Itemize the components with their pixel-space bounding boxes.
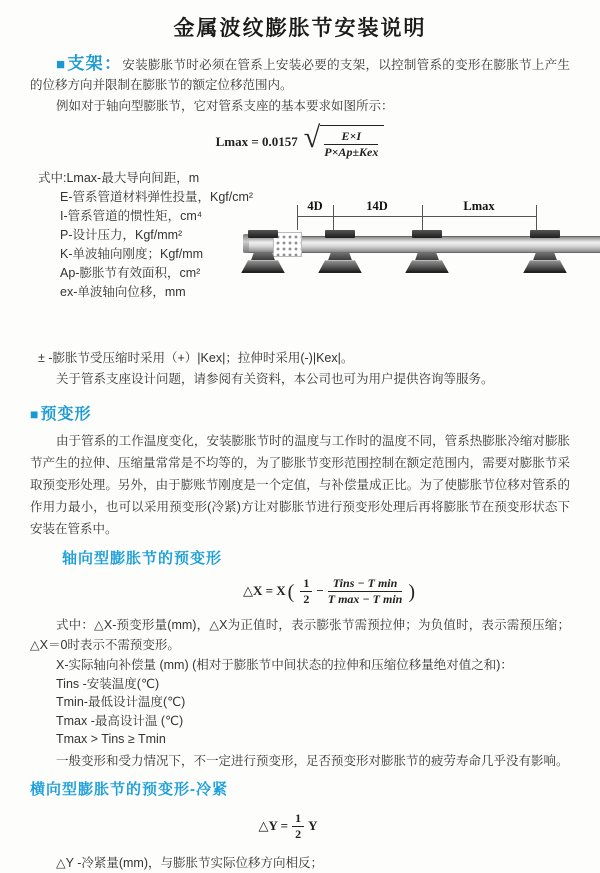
formula-lateral-numerator: 1 bbox=[292, 812, 304, 827]
support-clamp bbox=[412, 230, 442, 238]
support-section-intro bbox=[30, 54, 570, 95]
minus-sign: − bbox=[316, 583, 324, 599]
definition-line: 式中:Lmax-最大导向间距，m bbox=[38, 171, 200, 186]
half-numerator: 1 bbox=[300, 577, 312, 592]
axial-explanation-2: X-实际轴向补偿量 (mm) (相对于膨胀节中间状态的拉伸和压缩位移量绝对值之和)： bbox=[56, 658, 513, 673]
formula-axial-numerator: Tins − T min bbox=[328, 577, 403, 592]
definition-line: I-管系管道的惯性矩，cm⁴ bbox=[60, 209, 203, 224]
support-foot bbox=[405, 260, 449, 273]
support-neck bbox=[415, 252, 439, 260]
definition-line: Ap-膨胀节有效面积，cm² bbox=[60, 266, 201, 281]
half-denominator: 2 bbox=[303, 591, 310, 606]
formula-lateral-lhs: △Y = bbox=[258, 818, 289, 834]
formula-lmax-denominator: P×Ap±Kex bbox=[324, 145, 379, 160]
pipe-support-anchor bbox=[241, 202, 285, 272]
support-neck bbox=[328, 252, 352, 260]
support-heading-label: 支架： bbox=[67, 54, 123, 73]
support-foot bbox=[241, 260, 285, 273]
formula-lmax-numerator: E×I bbox=[324, 130, 378, 145]
definition-line: K-单波轴向刚度；Kgf/mm bbox=[60, 247, 204, 262]
support-clamp bbox=[325, 230, 355, 238]
temp-def-tmin: Tmin-最低设计温度(℃) bbox=[56, 695, 186, 710]
temp-def-tins: Tins -安装温度(℃) bbox=[56, 676, 160, 691]
blue-square-icon: ■ bbox=[30, 406, 40, 423]
sqrt-symbol: √ bbox=[303, 121, 321, 154]
definition-line: ex-单波轴向位移，mm bbox=[60, 285, 186, 300]
support-intro-text: 安装膨胀节时必须在管系上安装必要的支架，以控制管系的变形在膨胀节上产生的位移方向并限制在膨胀节的额定位移范围内。 bbox=[30, 58, 571, 92]
sqrt-radical bbox=[303, 121, 385, 160]
pipe-support-diagram bbox=[243, 199, 600, 302]
predeform-heading-label: 预变形 bbox=[40, 406, 92, 424]
dimension-tick bbox=[536, 205, 537, 230]
blue-square-icon: ■ bbox=[56, 56, 67, 73]
formula-lmax bbox=[30, 121, 570, 160]
dimension-label-lmax: Lmax bbox=[463, 199, 495, 214]
formula-lateral-rhs: Y bbox=[308, 818, 318, 834]
dimension-tick bbox=[333, 205, 334, 230]
subheading-axial-predeform: 轴向型膨胀节的预变形 bbox=[62, 550, 223, 568]
formula-lateral-denominator: 2 bbox=[295, 827, 302, 842]
support-clamp bbox=[530, 230, 560, 238]
open-paren: ( bbox=[287, 581, 295, 604]
consulting-note: 关于管系支座设计问题，请参阅有关资料，本公司也可为用户提供咨询等服务。 bbox=[56, 372, 494, 387]
predeform-paragraph: 由于管系的工作温度变化，安装膨胀节时的温度与工作时的温度不同，管系热膨胀冷缩对膨胀节产生的拉伸、压缩量常常是不均等的，为了膨胀节变形范围控制在额定范围内，需要对膨胀节采取预变形处理。另外，由于膨账节刚度是一个定值，与补偿量成正比。为了使膨胀节位移对管系的作用力最小，也可以采用预变形(冷紧)方让对膨胀节进行预变形处理后再将膨胀节在预变形状态下安装在管系中。 bbox=[30, 434, 570, 537]
support-clamp bbox=[248, 230, 278, 238]
formula-lateral-predeform bbox=[18, 812, 558, 841]
temp-def-tmax: Tmax -最高设计温 (℃) bbox=[56, 713, 184, 728]
formula-axial-denominator: T max − T min bbox=[327, 591, 403, 606]
dimension-tick bbox=[422, 205, 423, 230]
axial-note: 一般变形和受力情况下，不一定进行预变形，足否预变形对膨胀节的疲劳寿命几乎没有影响。 bbox=[56, 753, 569, 768]
definitions-block bbox=[30, 169, 570, 345]
support-foot bbox=[523, 260, 567, 273]
pipe-support-guide bbox=[318, 202, 362, 272]
definition-line: E-管系管道材料弹性投量，Kgf/cm² bbox=[60, 190, 254, 205]
formula-axial-lhs: △X = X bbox=[242, 583, 286, 599]
section-heading-support bbox=[56, 54, 122, 73]
subheading-lateral-predeform: 横向型膨胀节的预变形-冷紧 bbox=[30, 780, 228, 798]
definition-line-plusminus: ± -膨胀节受压缩时采用（+）|Kex|；拉伸时采用(-)|Kex|。 bbox=[38, 351, 354, 366]
formula-axial-predeform bbox=[60, 575, 600, 607]
dimension-label-4d: 4D bbox=[307, 199, 323, 214]
support-neck bbox=[251, 252, 275, 260]
dimension-label-14d: 14D bbox=[366, 199, 388, 214]
pipe-support-guide bbox=[523, 202, 567, 272]
support-neck bbox=[533, 252, 557, 260]
axial-explanation-1: 式中：△X-预变形量(mm)，△X为正值时，表示膨张节需预拉伸；为负值时，表示需预压缩；△X＝0时表示不需预变形。 bbox=[30, 618, 570, 653]
formula-lmax-lhs: Lmax = 0.0157 bbox=[215, 133, 298, 149]
pipe-support-guide bbox=[405, 202, 449, 272]
support-example-line: 例如对于轴向型膨胀节，它对管系支座的基本要求如图所示： bbox=[56, 99, 394, 113]
support-foot bbox=[318, 260, 362, 273]
section-heading-predeform bbox=[30, 403, 570, 426]
lateral-note: △Y -冷紧量(mm)，与膨胀节实际位移方向相反； bbox=[56, 856, 324, 871]
definition-line: P-设计压力，Kgf/mm² bbox=[60, 228, 183, 243]
close-paren: ) bbox=[408, 581, 416, 604]
temp-relation: Tmax > Tins ≥ Tmin bbox=[56, 732, 166, 747]
dimension-tick bbox=[297, 205, 298, 230]
page-title: 金属波纹膨胀节安装说明 bbox=[173, 17, 427, 40]
